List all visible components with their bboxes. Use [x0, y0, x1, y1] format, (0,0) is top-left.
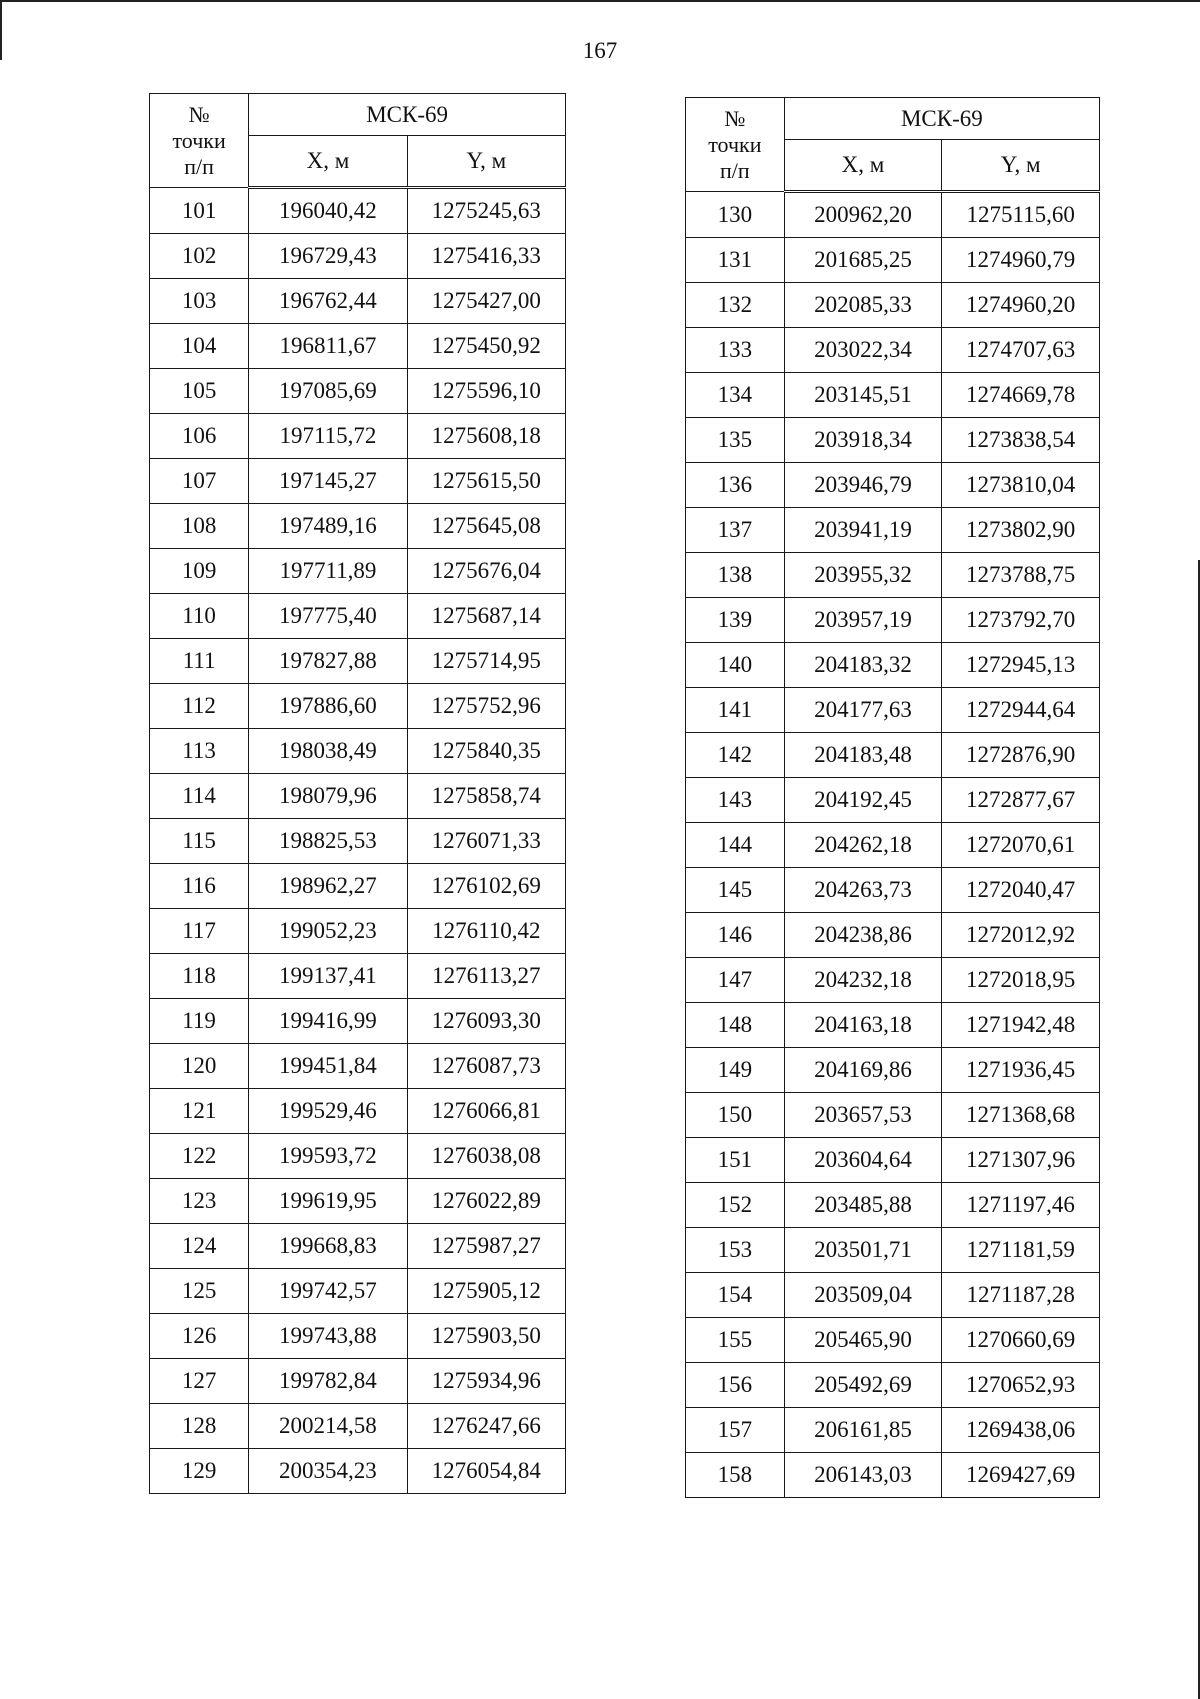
x-coordinate-cell: 203604,64: [784, 1138, 942, 1183]
y-coordinate-cell: 1274707,63: [942, 328, 1100, 373]
y-coordinate-cell: 1272945,13: [942, 643, 1100, 688]
point-number-cell: 125: [150, 1269, 249, 1314]
x-coordinate-cell: 196729,43: [249, 234, 407, 279]
table-row: [686, 1273, 1100, 1318]
x-coordinate-cell: 198825,53: [249, 819, 407, 864]
y-coordinate-cell: 1271187,28: [942, 1273, 1100, 1318]
y-coordinate-cell: 1276110,42: [407, 909, 565, 954]
table-row: [150, 549, 566, 594]
y-coordinate-cell: 1275903,50: [407, 1314, 565, 1359]
x-coordinate-cell: 204262,18: [784, 823, 942, 868]
coordinate-system-header: МСК-69: [784, 98, 1099, 140]
y-coordinate-cell: 1275416,33: [407, 234, 565, 279]
x-coordinate-cell: 202085,33: [784, 283, 942, 328]
point-number-cell: 126: [150, 1314, 249, 1359]
y-coordinate-cell: 1275687,14: [407, 594, 565, 639]
table-row: [686, 192, 1100, 238]
x-coordinate-cell: 199743,88: [249, 1314, 407, 1359]
x-coordinate-cell: 204263,73: [784, 868, 942, 913]
point-number-cell: 103: [150, 279, 249, 324]
y-coordinate-cell: 1276247,66: [407, 1404, 565, 1449]
point-number-cell: 109: [150, 549, 249, 594]
y-coordinate-cell: 1273810,04: [942, 463, 1100, 508]
point-number-cell: 145: [686, 868, 785, 913]
table-row: [150, 909, 566, 954]
point-number-cell: 135: [686, 418, 785, 463]
point-number-cell: 122: [150, 1134, 249, 1179]
x-coordinate-cell: 205465,90: [784, 1318, 942, 1363]
y-coordinate-cell: 1273838,54: [942, 418, 1100, 463]
table-row: [150, 279, 566, 324]
point-number-cell: 118: [150, 954, 249, 999]
x-coordinate-cell: 196811,67: [249, 324, 407, 369]
table-row: [686, 418, 1100, 463]
y-coordinate-cell: 1271936,45: [942, 1048, 1100, 1093]
point-number-cell: 139: [686, 598, 785, 643]
coordinate-system-header: МСК-69: [249, 94, 566, 136]
table-row: [150, 1044, 566, 1089]
x-coordinate-cell: 197489,16: [249, 504, 407, 549]
table-row: [150, 1179, 566, 1224]
y-coordinate-cell: 1272877,67: [942, 778, 1100, 823]
table-row: [686, 553, 1100, 598]
point-number-cell: 157: [686, 1408, 785, 1453]
scan-top-border: [0, 0, 1200, 2]
x-column-header: X, м: [249, 136, 407, 188]
table-row: [686, 1453, 1100, 1498]
y-coordinate-cell: 1272018,95: [942, 958, 1100, 1003]
x-coordinate-cell: 199416,99: [249, 999, 407, 1044]
table-row: [150, 729, 566, 774]
point-number-cell: 131: [686, 238, 785, 283]
point-number-cell: 104: [150, 324, 249, 369]
x-coordinate-cell: 197775,40: [249, 594, 407, 639]
table-row: [686, 1048, 1100, 1093]
point-number-cell: 152: [686, 1183, 785, 1228]
y-coordinate-cell: 1276054,84: [407, 1449, 565, 1494]
x-coordinate-cell: 199593,72: [249, 1134, 407, 1179]
point-number-cell: 105: [150, 369, 249, 414]
point-number-cell: 124: [150, 1224, 249, 1269]
y-coordinate-cell: 1271197,46: [942, 1183, 1100, 1228]
x-coordinate-cell: 197145,27: [249, 459, 407, 504]
y-coordinate-cell: 1269438,06: [942, 1408, 1100, 1453]
x-coordinate-cell: 196762,44: [249, 279, 407, 324]
point-number-cell: 127: [150, 1359, 249, 1404]
y-coordinate-cell: 1275858,74: [407, 774, 565, 819]
y-coordinate-cell: 1275752,96: [407, 684, 565, 729]
point-number-cell: 115: [150, 819, 249, 864]
x-coordinate-cell: 199619,95: [249, 1179, 407, 1224]
point-number-cell: 132: [686, 283, 785, 328]
x-coordinate-cell: 203918,34: [784, 418, 942, 463]
x-coordinate-cell: 199529,46: [249, 1089, 407, 1134]
point-number-cell: 147: [686, 958, 785, 1003]
x-coordinate-cell: 203509,04: [784, 1273, 942, 1318]
point-number-cell: 142: [686, 733, 785, 778]
point-number-cell: 106: [150, 414, 249, 459]
table-row: [150, 369, 566, 414]
x-coordinate-cell: 204238,86: [784, 913, 942, 958]
table-row: [150, 1134, 566, 1179]
table-row: [150, 1449, 566, 1494]
point-number-cell: 121: [150, 1089, 249, 1134]
x-coordinate-cell: 201685,25: [784, 238, 942, 283]
x-coordinate-cell: 204169,86: [784, 1048, 942, 1093]
table-row: [686, 778, 1100, 823]
y-coordinate-cell: 1270652,93: [942, 1363, 1100, 1408]
table-row: [686, 598, 1100, 643]
point-number-cell: 136: [686, 463, 785, 508]
y-coordinate-cell: 1275596,10: [407, 369, 565, 414]
table-row: [150, 819, 566, 864]
y-coordinate-cell: 1273802,90: [942, 508, 1100, 553]
table-row: [150, 684, 566, 729]
y-coordinate-cell: 1275840,35: [407, 729, 565, 774]
point-number-cell: 129: [150, 1449, 249, 1494]
table-row: [686, 508, 1100, 553]
x-coordinate-cell: 203941,19: [784, 508, 942, 553]
table-row: [150, 774, 566, 819]
x-coordinate-cell: 199782,84: [249, 1359, 407, 1404]
y-coordinate-cell: 1270660,69: [942, 1318, 1100, 1363]
x-coordinate-cell: 199137,41: [249, 954, 407, 999]
y-coordinate-cell: 1276066,81: [407, 1089, 565, 1134]
point-number-header: № точки п/п: [150, 94, 249, 188]
y-column-header: Y, м: [407, 136, 565, 188]
y-coordinate-cell: 1275714,95: [407, 639, 565, 684]
table-row: [150, 1224, 566, 1269]
point-number-cell: 128: [150, 1404, 249, 1449]
y-coordinate-cell: 1272012,92: [942, 913, 1100, 958]
point-number-cell: 143: [686, 778, 785, 823]
y-coordinate-cell: 1275676,04: [407, 549, 565, 594]
point-number-cell: 108: [150, 504, 249, 549]
table-row: [150, 1269, 566, 1314]
table-row: [686, 1093, 1100, 1138]
table-row: [686, 1003, 1100, 1048]
y-coordinate-cell: 1275615,50: [407, 459, 565, 504]
x-coordinate-cell: 198079,96: [249, 774, 407, 819]
point-number-cell: 151: [686, 1138, 785, 1183]
x-coordinate-cell: 199052,23: [249, 909, 407, 954]
y-coordinate-cell: 1275115,60: [942, 192, 1100, 238]
point-number-cell: 140: [686, 643, 785, 688]
y-coordinate-cell: 1271307,96: [942, 1138, 1100, 1183]
table-row: [686, 1228, 1100, 1273]
y-column-header: Y, м: [942, 140, 1100, 192]
y-coordinate-cell: 1271368,68: [942, 1093, 1100, 1138]
point-number-cell: 137: [686, 508, 785, 553]
x-column-header: X, м: [784, 140, 942, 192]
table-row: [686, 373, 1100, 418]
y-coordinate-cell: 1272876,90: [942, 733, 1100, 778]
table-row: [150, 594, 566, 639]
table-row: [150, 504, 566, 549]
point-number-header: № точки п/п: [686, 98, 785, 192]
y-coordinate-cell: 1276071,33: [407, 819, 565, 864]
x-coordinate-cell: 200214,58: [249, 1404, 407, 1449]
point-number-cell: 107: [150, 459, 249, 504]
y-coordinate-cell: 1275608,18: [407, 414, 565, 459]
x-coordinate-cell: 199451,84: [249, 1044, 407, 1089]
y-coordinate-cell: 1274669,78: [942, 373, 1100, 418]
table-row: [686, 1138, 1100, 1183]
coordinates-table-left: [149, 93, 566, 1494]
point-number-cell: 119: [150, 999, 249, 1044]
x-coordinate-cell: 203022,34: [784, 328, 942, 373]
x-coordinate-cell: 200962,20: [784, 192, 942, 238]
point-number-cell: 150: [686, 1093, 785, 1138]
x-coordinate-cell: 203946,79: [784, 463, 942, 508]
x-coordinate-cell: 204183,32: [784, 643, 942, 688]
x-coordinate-cell: 197115,72: [249, 414, 407, 459]
table-row: [150, 188, 566, 234]
table-row: [686, 913, 1100, 958]
table-row: [150, 459, 566, 504]
table-row: [686, 463, 1100, 508]
x-coordinate-cell: 206161,85: [784, 1408, 942, 1453]
y-coordinate-cell: 1276102,69: [407, 864, 565, 909]
table-row: [150, 954, 566, 999]
y-coordinate-cell: 1275987,27: [407, 1224, 565, 1269]
y-coordinate-cell: 1275645,08: [407, 504, 565, 549]
point-number-cell: 123: [150, 1179, 249, 1224]
point-number-cell: 113: [150, 729, 249, 774]
point-number-cell: 111: [150, 639, 249, 684]
table-row: [150, 324, 566, 369]
y-coordinate-cell: 1271181,59: [942, 1228, 1100, 1273]
point-number-cell: 138: [686, 553, 785, 598]
y-coordinate-cell: 1275934,96: [407, 1359, 565, 1404]
table-row: [686, 328, 1100, 373]
table-row: [686, 1318, 1100, 1363]
table-row: [686, 643, 1100, 688]
table-row: [150, 999, 566, 1044]
y-coordinate-cell: 1274960,20: [942, 283, 1100, 328]
point-number-cell: 155: [686, 1318, 785, 1363]
table-row: [150, 1404, 566, 1449]
y-coordinate-cell: 1273792,70: [942, 598, 1100, 643]
table-row: [150, 234, 566, 279]
table-row: [686, 1408, 1100, 1453]
x-coordinate-cell: 199668,83: [249, 1224, 407, 1269]
y-coordinate-cell: 1276093,30: [407, 999, 565, 1044]
y-coordinate-cell: 1275905,12: [407, 1269, 565, 1314]
page-number: 167: [582, 38, 618, 63]
point-number-cell: 130: [686, 192, 785, 238]
table-row: [686, 958, 1100, 1003]
table-row: [686, 238, 1100, 283]
point-number-cell: 144: [686, 823, 785, 868]
point-number-cell: 110: [150, 594, 249, 639]
point-number-cell: 116: [150, 864, 249, 909]
table-row: [686, 1363, 1100, 1408]
x-coordinate-cell: 205492,69: [784, 1363, 942, 1408]
coordinates-table-right: [685, 97, 1100, 1498]
point-number-cell: 158: [686, 1453, 785, 1498]
y-coordinate-cell: 1272944,64: [942, 688, 1100, 733]
x-coordinate-cell: 204232,18: [784, 958, 942, 1003]
table-row: [150, 1314, 566, 1359]
table-row: [150, 1089, 566, 1134]
x-coordinate-cell: 197711,89: [249, 549, 407, 594]
table-row: [686, 688, 1100, 733]
y-coordinate-cell: 1273788,75: [942, 553, 1100, 598]
x-coordinate-cell: 203501,71: [784, 1228, 942, 1273]
table-row: [150, 414, 566, 459]
table-row: [150, 864, 566, 909]
x-coordinate-cell: 203657,53: [784, 1093, 942, 1138]
x-coordinate-cell: 203145,51: [784, 373, 942, 418]
point-number-cell: 153: [686, 1228, 785, 1273]
table-body: [150, 188, 566, 1494]
table-body: [686, 192, 1100, 1498]
y-coordinate-cell: 1275245,63: [407, 188, 565, 234]
x-coordinate-cell: 200354,23: [249, 1449, 407, 1494]
y-coordinate-cell: 1276038,08: [407, 1134, 565, 1179]
x-coordinate-cell: 198962,27: [249, 864, 407, 909]
x-coordinate-cell: 203957,19: [784, 598, 942, 643]
x-coordinate-cell: 197827,88: [249, 639, 407, 684]
point-number-cell: 101: [150, 188, 249, 234]
y-coordinate-cell: 1272040,47: [942, 868, 1100, 913]
y-coordinate-cell: 1274960,79: [942, 238, 1100, 283]
y-coordinate-cell: 1269427,69: [942, 1453, 1100, 1498]
point-number-cell: 156: [686, 1363, 785, 1408]
x-coordinate-cell: 198038,49: [249, 729, 407, 774]
point-number-cell: 117: [150, 909, 249, 954]
x-coordinate-cell: 199742,57: [249, 1269, 407, 1314]
point-number-cell: 114: [150, 774, 249, 819]
table-row: [686, 1183, 1100, 1228]
x-coordinate-cell: 197886,60: [249, 684, 407, 729]
x-coordinate-cell: 196040,42: [249, 188, 407, 234]
point-number-cell: 149: [686, 1048, 785, 1093]
point-number-cell: 102: [150, 234, 249, 279]
x-coordinate-cell: 204192,45: [784, 778, 942, 823]
point-number-cell: 141: [686, 688, 785, 733]
y-coordinate-cell: 1276113,27: [407, 954, 565, 999]
x-coordinate-cell: 197085,69: [249, 369, 407, 414]
y-coordinate-cell: 1275427,00: [407, 279, 565, 324]
x-coordinate-cell: 203955,32: [784, 553, 942, 598]
point-number-cell: 133: [686, 328, 785, 373]
point-number-cell: 154: [686, 1273, 785, 1318]
point-number-cell: 112: [150, 684, 249, 729]
x-coordinate-cell: 203485,88: [784, 1183, 942, 1228]
y-coordinate-cell: 1276087,73: [407, 1044, 565, 1089]
y-coordinate-cell: 1276022,89: [407, 1179, 565, 1224]
table-row: [150, 1359, 566, 1404]
x-coordinate-cell: 206143,03: [784, 1453, 942, 1498]
point-number-cell: 148: [686, 1003, 785, 1048]
table-row: [686, 733, 1100, 778]
y-coordinate-cell: 1275450,92: [407, 324, 565, 369]
point-number-cell: 146: [686, 913, 785, 958]
x-coordinate-cell: 204183,48: [784, 733, 942, 778]
point-number-cell: 120: [150, 1044, 249, 1089]
point-number-cell: 134: [686, 373, 785, 418]
y-coordinate-cell: 1271942,48: [942, 1003, 1100, 1048]
table-row: [686, 868, 1100, 913]
table-row: [686, 283, 1100, 328]
table-row: [150, 639, 566, 684]
table-row: [686, 823, 1100, 868]
y-coordinate-cell: 1272070,61: [942, 823, 1100, 868]
x-coordinate-cell: 204163,18: [784, 1003, 942, 1048]
x-coordinate-cell: 204177,63: [784, 688, 942, 733]
